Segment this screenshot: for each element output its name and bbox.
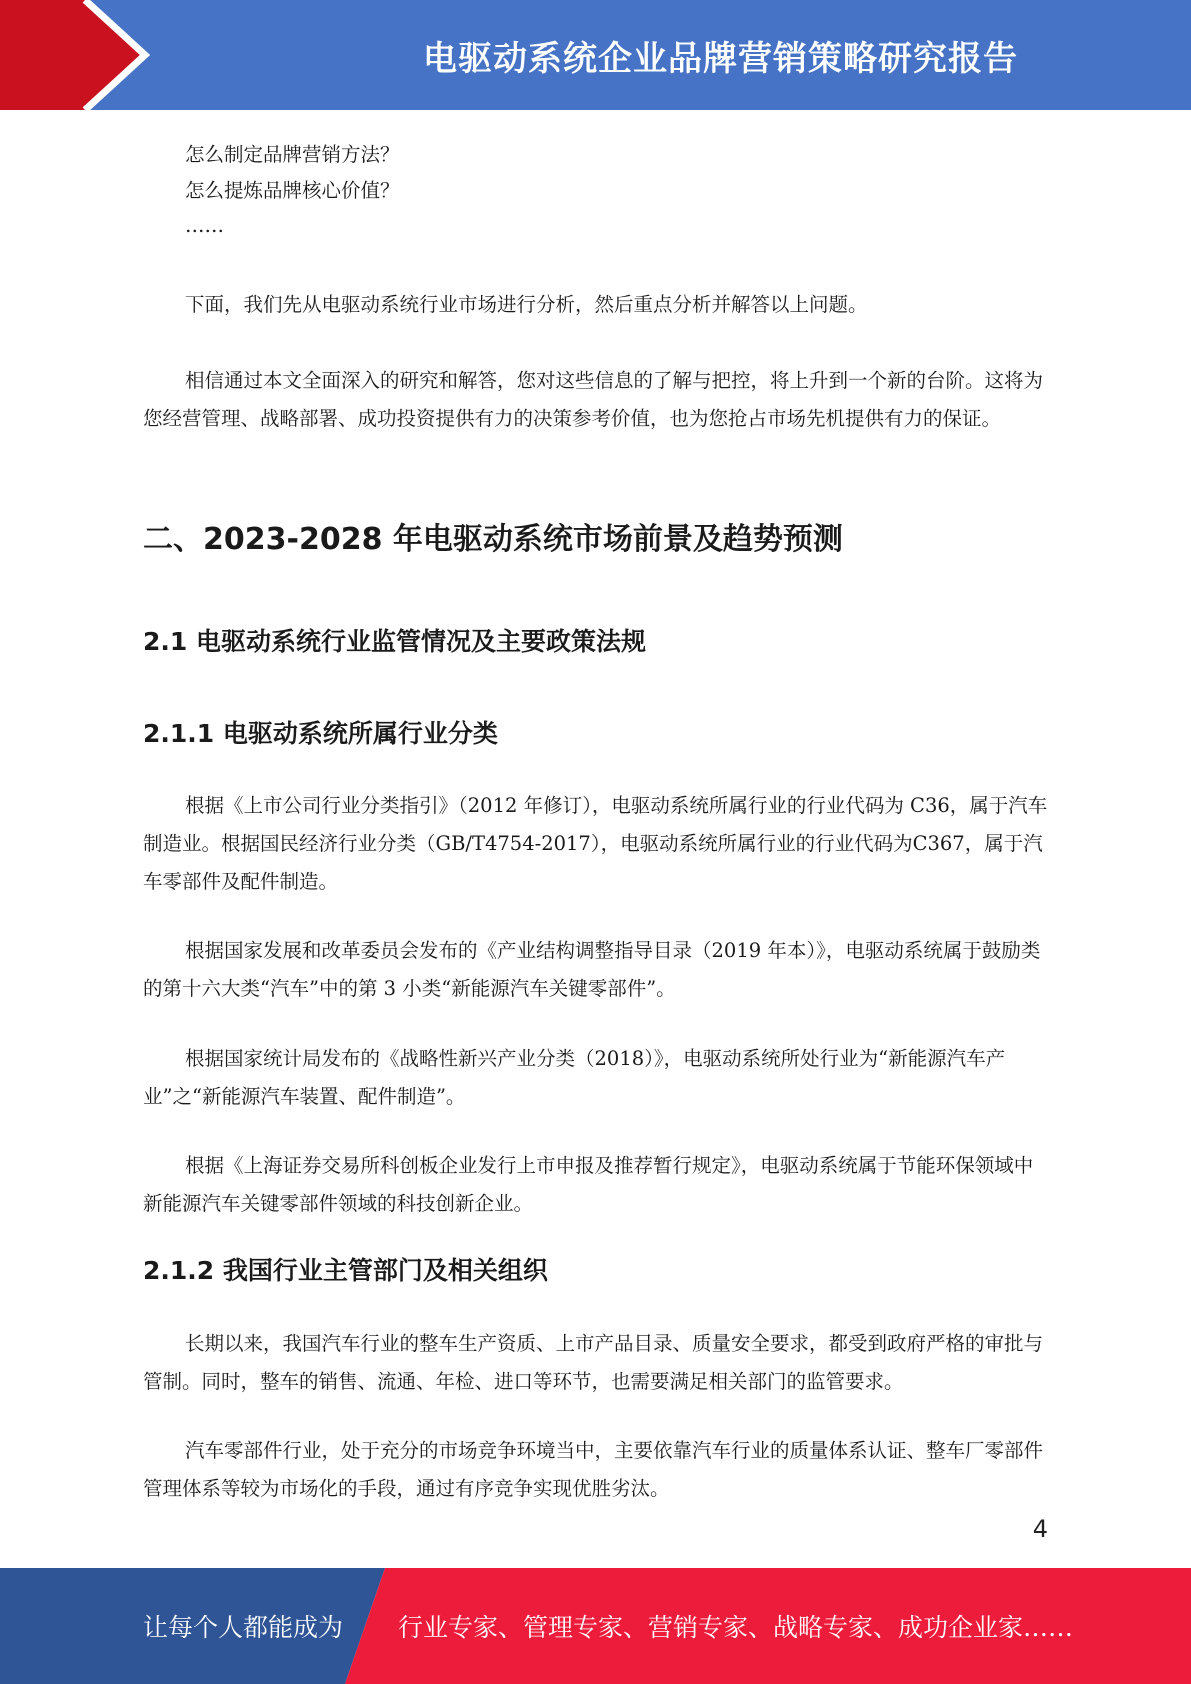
paragraph: 根据国家发展和改革委员会发布的《产业结构调整指导目录（2019 年本）》，电驱动系统属于鼓励类的第十六大类“汽车”中的第 3 小类“新能源汽车关键零部件”。 [143, 939, 1041, 1000]
footer-banner [0, 1568, 1191, 1684]
subsubsection-heading: 2.1.1 电驱动系统所属行业分类 [143, 719, 498, 748]
page-number: 4 [1032, 1515, 1048, 1543]
section-heading: 二、2023-2028 年电驱动系统市场前景及趋势预测 [143, 522, 843, 557]
paragraph: 根据国家统计局发布的《战略性新兴产业分类（2018）》，电驱动系统所处行业为“新能源汽车产业”之“新能源汽车装置、配件制造”。 [143, 1047, 1006, 1108]
subsection-heading: 2.1 电驱动系统行业监管情况及主要政策法规 [143, 627, 646, 656]
ellipsis-line: …… [185, 214, 224, 237]
footer-slogan-left: 让每个人都能成为 [143, 1613, 344, 1642]
paragraph: 长期以来，我国汽车行业的整车生产资质、上市产品目录、质量安全要求，都受到政府严格的审批与管制。同时，整车的销售、流通、年检、进口等环节，也需要满足相关部门的监管要求。 [143, 1332, 1044, 1393]
header-title: 电驱动系统企业品牌营销策略研究报告 [423, 38, 1018, 79]
paragraph: 根据《上市公司行业分类指引》（2012 年修订），电驱动系统所属行业的行业代码为 C36，属于汽车制造业。根据国民经济行业分类（GB/T4754-2017），电驱动系统所属行业的行业代码为C367，属于汽车零部件及配件制造。 [143, 794, 1048, 893]
paragraph: 下面，我们先从电驱动系统行业市场进行分析，然后重点分析并解答以上问题。 [185, 293, 868, 316]
question-line: 怎么提炼品牌核心价值？ [185, 179, 400, 202]
question-line: 怎么制定品牌营销方法？ [185, 143, 400, 166]
footer-slogan-right: 行业专家、管理专家、营销专家、战略专家、成功企业家…… [398, 1613, 1074, 1642]
subsubsection-heading: 2.1.2 我国行业主管部门及相关组织 [143, 1256, 548, 1285]
paragraph: 汽车零部件行业，处于充分的市场竞争环境当中，主要依靠汽车行业的质量体系认证、整车厂零部件管理体系等较为市场化的手段，通过有序竞争实现优胜劣汰。 [143, 1439, 1044, 1500]
paragraph: 根据《上海证券交易所科创板企业发行上市申报及推荐暂行规定》，电驱动系统属于节能环保领域中新能源汽车关键零部件领域的科技创新企业。 [143, 1154, 1034, 1215]
header-banner [0, 0, 1191, 110]
paragraph: 相信通过本文全面深入的研究和解答，您对这些信息的了解与把控，将上升到一个新的台阶。这将为您经营管理、战略部署、成功投资提供有力的决策参考价值，也为您抢占市场先机提供有力的保证。 [143, 369, 1044, 430]
